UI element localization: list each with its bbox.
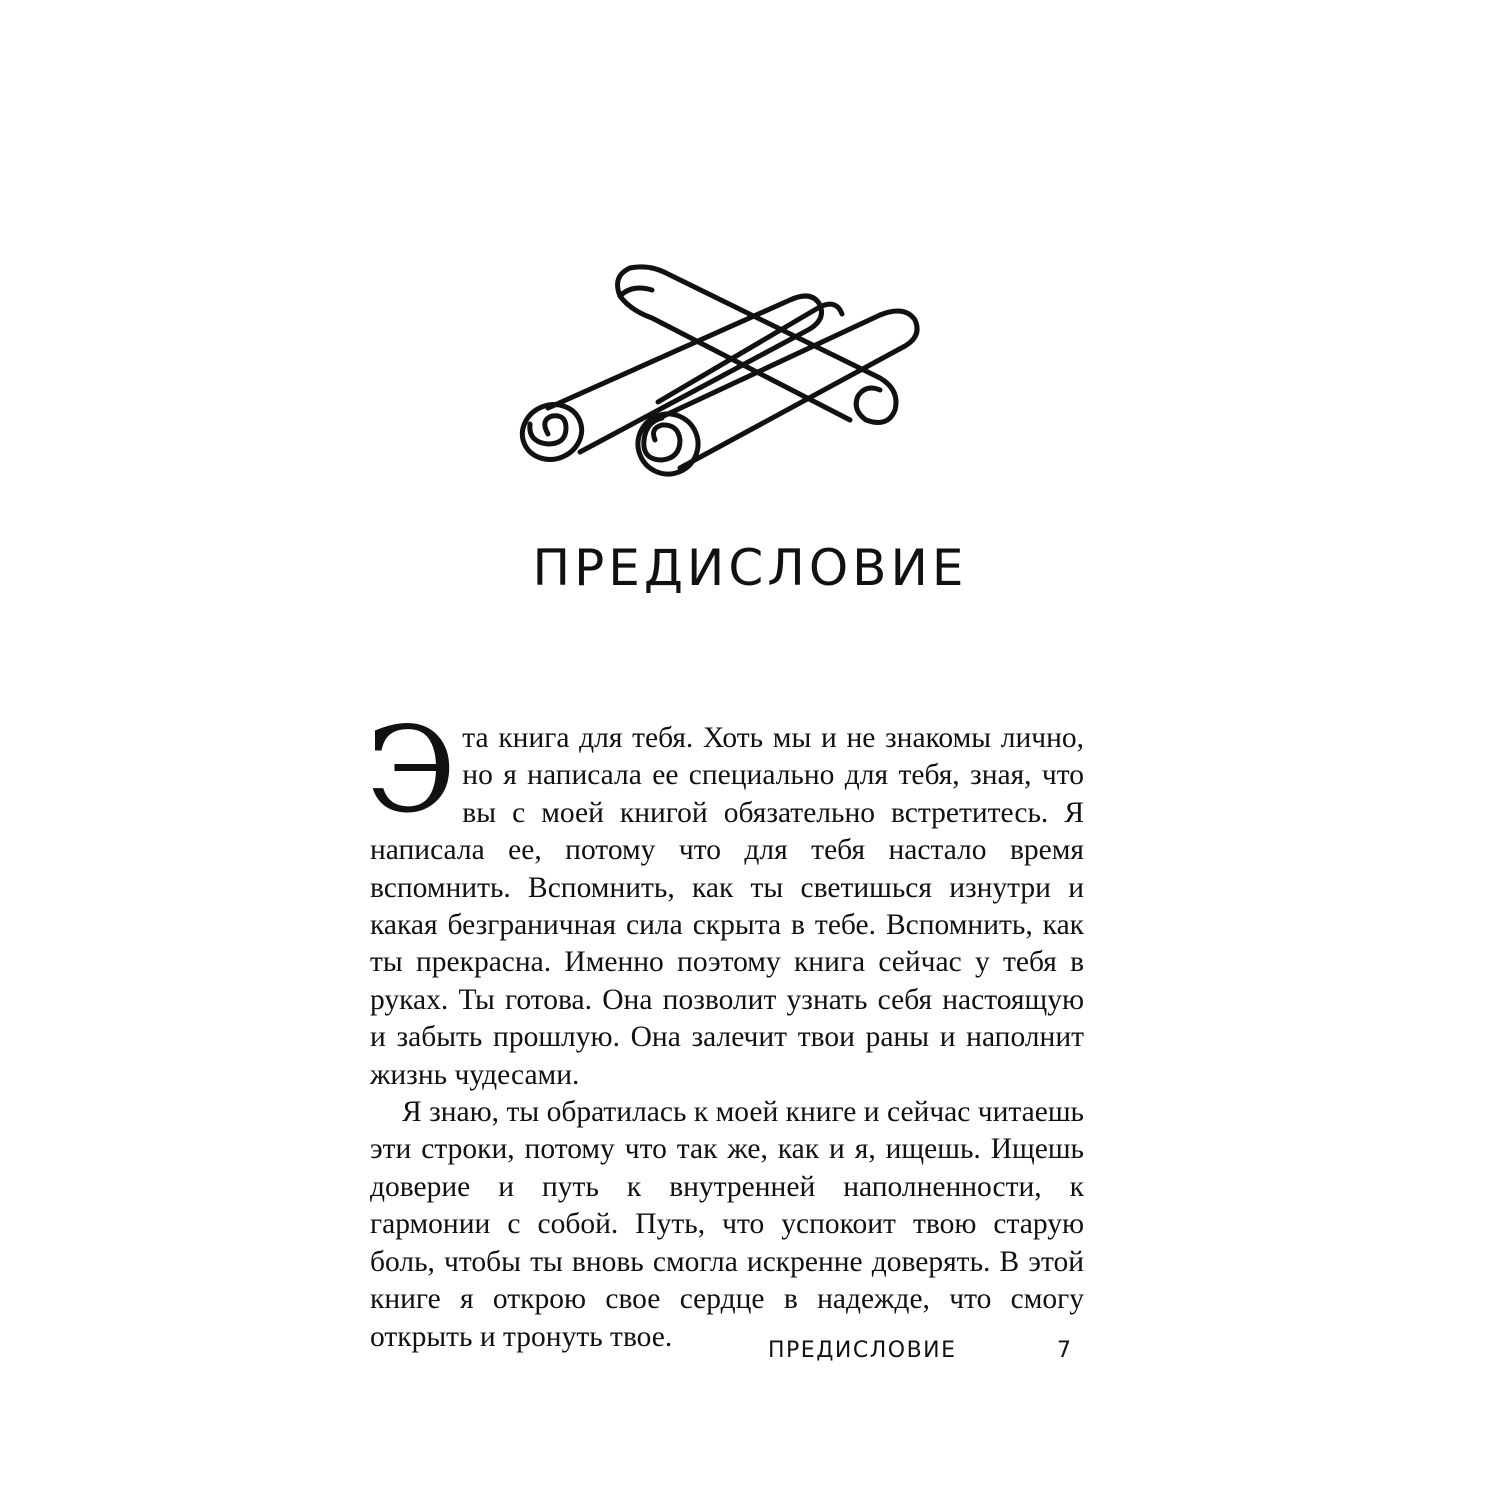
- page-number: 7: [1057, 1338, 1071, 1363]
- body-text: [366, 701, 1084, 1356]
- paragraph-2: Я знаю, ты обратилась к моей книге и сейчас читаешь эти строки, потому что так же, как и я, ищешь. Ищешь доверие и путь к внутренней наполненности, к гармонии с собой. Путь, что успокоит твою старую боль, чтобы ты вновь смогла искренне доверять. В этой книге я открою свое сердце в надежде, что смогу открыть и тронуть твое.: [370, 1096, 1084, 1353]
- paragraph-1: [366, 701, 1084, 1094]
- paragraph-1-text: та книга для тебя. Хоть мы и не знакомы лично, но я написала ее специально для тебя, зная, что вы с моей книгой обязательно встретитесь. Я написала ее, потому что для тебя настало время вспомнить. Вспомнить, как ты светишься изнутри и какая безграничная сила скрыта в тебе. Вспомнить, как ты прекрасна. Именно поэтому книга сейчас у тебя в руках. Ты готова. Она позволит узнать себя настоящую и забыть прошлую. Она залечит твои раны и наполнит жизнь чудесами.: [370, 722, 1084, 1091]
- running-footer-title: ПРЕДИСЛОВИЕ: [768, 1338, 957, 1363]
- cinnamon-sticks-icon: [505, 250, 945, 490]
- chapter-title: ПРЕДИСЛОВИЕ: [532, 539, 968, 597]
- dropcap-letter: Э: [366, 701, 457, 839]
